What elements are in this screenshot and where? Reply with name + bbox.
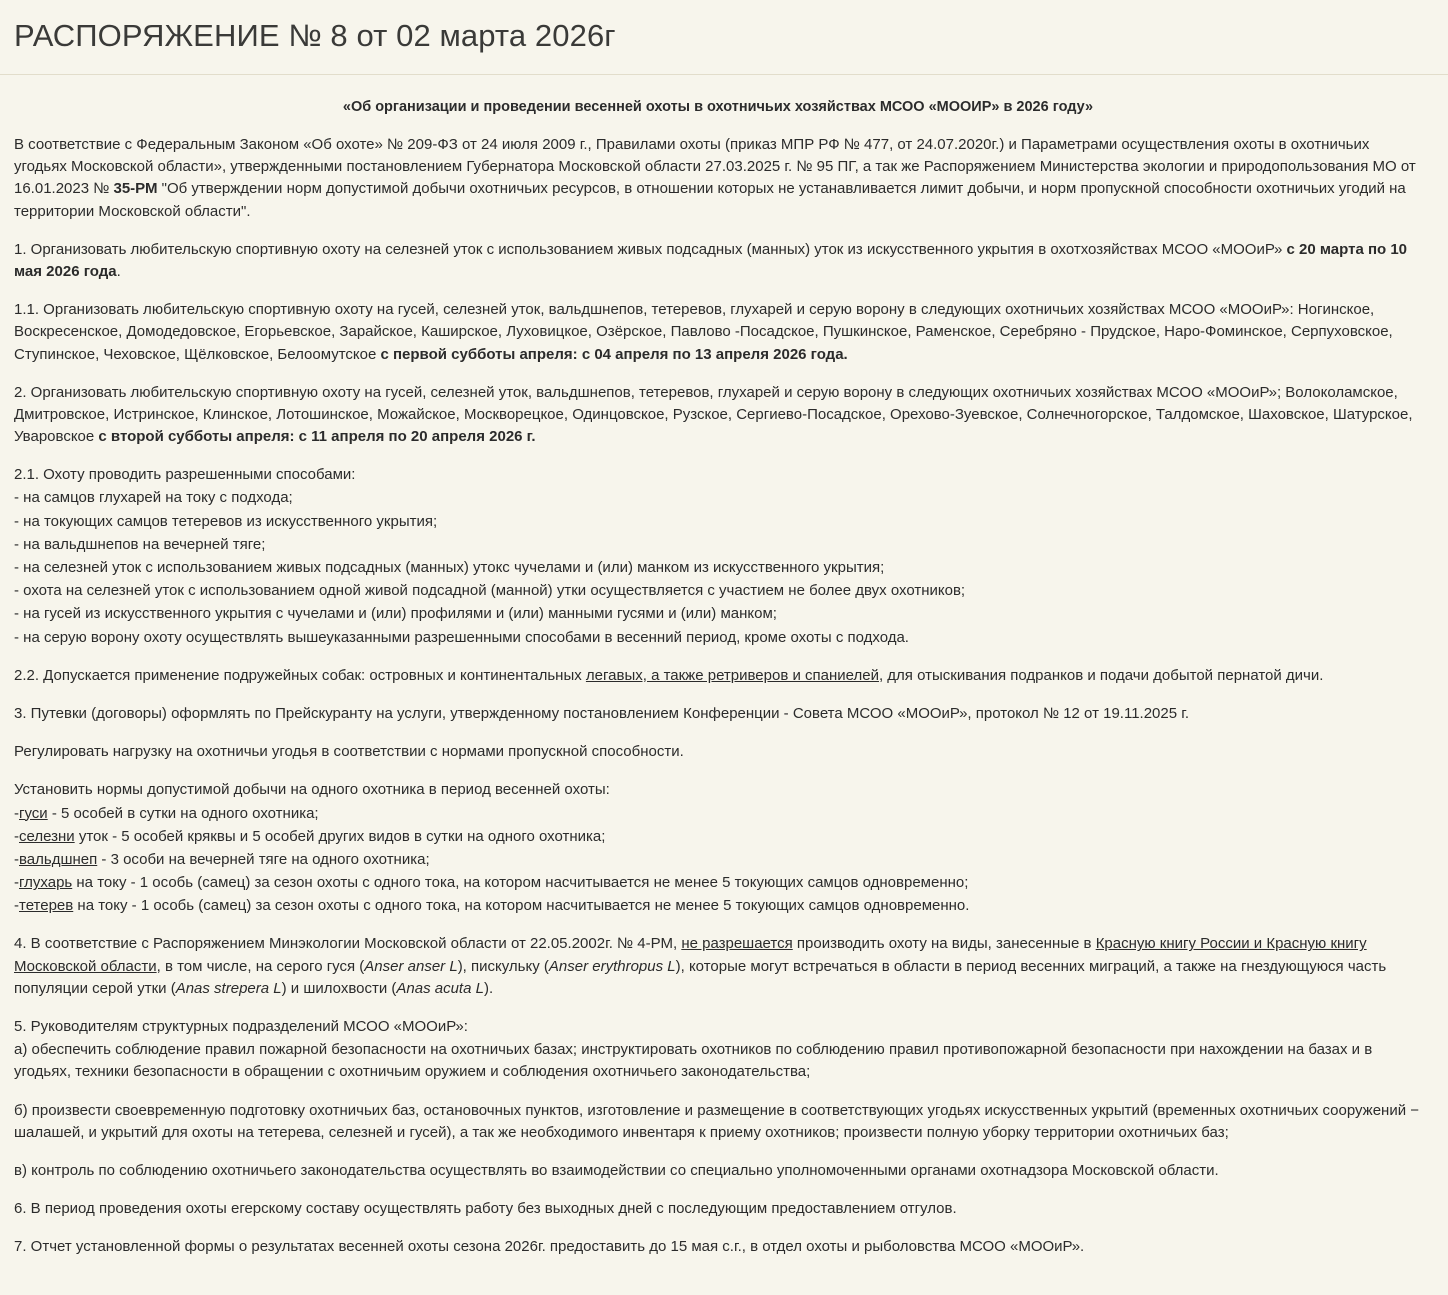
norms-heading: Установить нормы допустимой добычи на одного охотника в период весенней охоты:	[14, 781, 610, 799]
norms-line	[14, 872, 1422, 894]
norms-dash: -	[14, 804, 19, 822]
norms-line	[14, 849, 1422, 871]
clause-4-text-7: ).	[483, 979, 494, 997]
clause-4-text-1: 4. В соответствие с Распоряжением Минэкологии Московской области от 22.05.2002г. № 4-РМ,	[14, 935, 682, 953]
clause-3-note: Регулировать нагрузку на охотничьи угодья в соответствии с нормами пропускной способности.	[14, 743, 684, 761]
clause-1-1-dates: с первой субботы апреля: с 04 апреля по 13 апреля 2026 года.	[380, 345, 848, 363]
intro-text-1: В соответствие с Федеральным Законом «Об охоте» № 209-ФЗ от 24 июля 2009 г., Правилами охоты (приказ МПР РФ № 477, от 24.07.2020г.) и Параметрами осуществления охоты в охотничьих угодьях Московской области», утвержденными постановлением Губернатора Московской области 27.03.2025 г. № 95 ПГ, а так же Распоряжением Министерства экологии и природопользования МО от 16.01.2023 №	[14, 136, 1416, 198]
clause-4-red-book-link: Красную книгу России и Красную книгу Московской области	[14, 935, 1367, 975]
clause-2-1-line: - на гусей из искусственного укрытия с чучелами и (или) профилями и (или) манными гусями и (или) манком;	[14, 605, 777, 623]
norms-dash: -	[14, 897, 19, 915]
clause-1	[14, 239, 1422, 283]
clause-3: 3. Путевки (договоры) оформлять по Прейскуранту на услуги, утвержденному постановлением Конференции - Совета МСОО «МООиР», протокол № 12 от 19.11.2025 г.	[14, 704, 1190, 722]
clause-2-dates: с второй субботы апреля: с 11 апреля по 20 апреля 2026 г.	[98, 428, 536, 446]
clause-2-1-line: - на токующих самцов тетеревов из искусственного укрытия;	[14, 512, 438, 530]
clause-2-1-heading: 2.1. Охоту проводить разрешенными способами:	[14, 466, 356, 484]
clause-4-latin-name-3: Anas strepera L	[175, 979, 282, 997]
clause-2-text: 2. Организовать любительскую спортивную охоту на гусей, селезней уток, вальдшнепов, тетеревов, глухарей и серую ворону в следующих охотничьих хозяйствах МСОО «МООиР»; Волоколамское, Дмитровское, Истринское, Клинское, Лотошинское, Можайское, Москворецкое, Одинцовское, Рузское, Сергиево-Посадское, Орехово-Зуевское, Солнечногорское, Талдомское, Шаховское, Шатурское, Уваровское	[14, 383, 1413, 446]
clause-4-latin-name-1: Anser anser L	[364, 957, 458, 975]
norms-species: глухарь	[19, 874, 73, 892]
clause-4-text-2: производить охоту на виды, занесенные в	[792, 935, 1096, 953]
clause-5-heading-block	[14, 1016, 1422, 1084]
clause-4-underlined-prohibition: не разрешается	[681, 935, 793, 953]
clause-1-text-2: .	[116, 262, 121, 280]
clause-6: 6. В период проведения охоты егерскому составу осуществлять работу без выходных дней с последующим предоставлением отгулов.	[14, 1200, 957, 1218]
clause-2	[14, 382, 1422, 449]
norms-line	[14, 803, 1422, 825]
norms-species: вальдшнеп	[19, 850, 98, 868]
norms-rest: - 3 особи на вечерней тяге на одного охотника;	[97, 850, 430, 868]
norms-rest: на току - 1 особь (самец) за сезон охоты с одного тока, на котором насчитывается не менее 5 токующих самцов одновременно.	[73, 897, 970, 915]
clause-5-item-b: б) произвести своевременную подготовку охотничьих баз, остановочных пунктов, изготовление и размещение в соответствующих угодьях искусственных укрытий (временных охотничьих сооружений − шалашей, и укрытий для охоты на тетерева, селезней и гусей), а так же необходимого инвентаря к приему охотников; произвести полную уборку территории охотничьих баз;	[14, 1101, 1420, 1141]
document-body	[0, 75, 1448, 1295]
intro-paragraph	[14, 134, 1422, 223]
norms-dash: -	[14, 827, 19, 845]
clause-1-1-text: 1.1. Организовать любительскую спортивную охоту на гусей, селезней уток, вальдшнепов, тетеревов, глухарей и серую ворону в следующих охотничьих хозяйствах МСОО «МООиР»: Ногинское, Воскресенское, Домодедовское, Егорьевское, Зарайское, Каширское, Луховицкое, Озёрское, Павлово -Посадское, Пушкинское, Раменское, Серебряно - Прудское, Наро-Фоминское, Серпуховское, Ступинское, Чеховское, Щёлковское, Белоомутское	[14, 301, 1393, 363]
document-subtitle: «Об организации и проведении весенней охоты в охотничьих хозяйствах МСОО «МООИР» в 2026 году»	[342, 99, 1094, 115]
clause-4-latin-name-2: Anser erythropus L	[548, 957, 676, 975]
clause-1-text-1: 1. Организовать любительскую спортивную охоту на селезней уток с использованием живых подсадных (манных) уток из искусственного укрытия в охотхозяйствах МСОО «МООиР»	[14, 240, 1287, 258]
norms-rest: уток - 5 особей кряквы и 5 особей других видов в сутки на одного охотника;	[74, 827, 606, 845]
clause-2-1-line: - на самцов глухарей на току с подхода;	[14, 489, 293, 507]
norms-dash: -	[14, 850, 19, 868]
clause-5-item-a: а) обеспечить соблюдение правил пожарной безопасности на охотничьих базах; инструктировать охотников по соблюдению правил противопожарной безопасности при нахождении на базах и в угодьях, техники безопасности в обращении с охотничьим оружием и соблюдения охотничьего законодательства;	[14, 1041, 1373, 1081]
clause-7: 7. Отчет установленной формы о результатах весенней охоты сезона 2026г. предоставить до 15 мая с.г., в отдел охоты и рыболовства МСОО «МООиР».	[14, 1238, 1085, 1256]
clause-2-2-underlined-dogs: легавых, а также ретриверов и спаниелей	[585, 666, 879, 684]
clause-2-2-text-1: 2.2. Допускается применение подружейных собак: островных и континентальных	[14, 666, 586, 684]
clause-1-1	[14, 299, 1422, 366]
norms-species: гуси	[19, 804, 48, 822]
clause-2-2-text-2: , для отыскивания подранков и подачи добытой пернатой дичи.	[878, 666, 1324, 684]
intro-bold-order-number: 35-РМ	[113, 180, 158, 198]
norms-rest: - 5 особей в сутки на одного охотника;	[47, 804, 319, 822]
norms-line	[14, 826, 1422, 848]
norms-species: селезни	[19, 827, 75, 845]
clause-2-1-line: - охота на селезней уток с использованием одной живой подсадной (манной) утки осуществляется с участием не более двух охотников;	[14, 582, 966, 600]
clause-2-1-line: - на вальдшнепов на вечерней тяге;	[14, 535, 266, 553]
clause-5-item-c: в) контроль по соблюдению охотничьего законодательства осуществлять во взаимодействии со специально уполномоченными органами охотнадзора Московской области.	[14, 1161, 1219, 1179]
clause-1-dates: с 20 марта по 10 мая 2026 года	[14, 240, 1408, 280]
norms-dash: -	[14, 874, 19, 892]
norms-block	[14, 779, 1422, 917]
norms-line	[14, 895, 1422, 917]
clause-2-1-line: - на селезней уток с использованием живых подсадных (манных) утокс чучелами и (или) манком из искусственного укрытия;	[14, 559, 885, 577]
clause-4-text-3: , в том числе, на серого гуся (	[156, 957, 365, 975]
clause-2-2	[14, 665, 1422, 687]
clause-4-text-6: ) и шилохвости (	[281, 979, 397, 997]
clause-2-1-line: - на серую ворону охоту осуществлять вышеуказанными разрешенными способами в весенний период, кроме охоты с подхода.	[14, 628, 909, 646]
clause-2-1-block	[14, 464, 1422, 649]
clause-5-heading: 5. Руководителям структурных подразделений МСОО «МООиР»:	[14, 1018, 468, 1036]
clause-4-text-4: ), пискульку (	[457, 957, 549, 975]
norms-species: тетерев	[19, 897, 74, 915]
clause-4-latin-name-4: Anas acuta L	[396, 979, 484, 997]
clause-4-text-5: ), которые могут встречаться в области в период весенних миграций, а также на гнездующуюся часть популяции серой утки (	[14, 957, 1387, 997]
page-title: РАСПОРЯЖЕНИЕ № 8 от 02 марта 2026г	[14, 18, 616, 53]
intro-text-2: "Об утверждении норм допустимой добычи охотничьих ресурсов, в отношении которых не устанавливается лимит добычи, и норм пропускной способности охотничьих угодий на территории Московской области".	[14, 180, 1406, 220]
norms-rest: на току - 1 особь (самец) за сезон охоты с одного тока, на котором насчитывается не менее 5 токующих самцов одновременно;	[72, 874, 969, 892]
clause-4	[14, 933, 1422, 1000]
